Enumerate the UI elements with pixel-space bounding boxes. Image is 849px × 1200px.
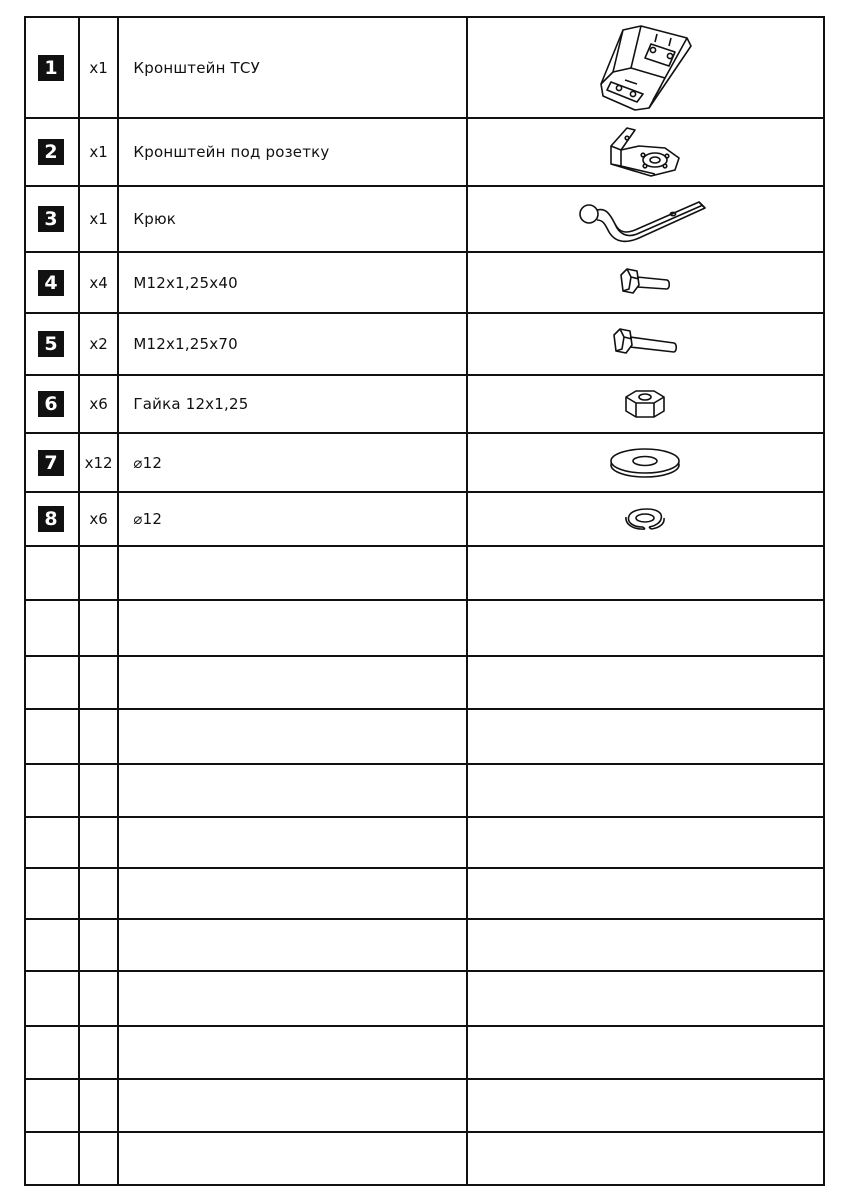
- part-name: Гайка 12x1,25: [133, 395, 249, 413]
- empty-name-cell: [118, 656, 466, 709]
- empty-name-cell: [118, 817, 466, 868]
- quantity-cell: [79, 492, 119, 546]
- quantity-cell: [79, 252, 119, 313]
- parts-list-sheet: [24, 16, 825, 1184]
- quantity-cell: [79, 433, 119, 492]
- empty-quantity-cell: [79, 1132, 119, 1185]
- flat-washer-icon: [607, 445, 683, 481]
- empty-number-cell: [25, 1132, 79, 1185]
- part-number-cell: [25, 433, 79, 492]
- part-row: [25, 118, 824, 186]
- empty-number-cell: [25, 1079, 79, 1132]
- hex-nut-icon: [622, 387, 668, 421]
- illustration-cell: [467, 252, 824, 313]
- empty-quantity-cell: [79, 868, 119, 919]
- long-bolt-icon: [610, 327, 680, 361]
- empty-row: [25, 1132, 824, 1185]
- empty-number-cell: [25, 1026, 79, 1079]
- quantity-cell: [79, 17, 119, 118]
- empty-illustration-cell: [467, 971, 824, 1026]
- illustration-cell: [467, 492, 824, 546]
- hook-icon: [575, 194, 715, 244]
- short-bolt-icon: [617, 267, 673, 299]
- empty-number-cell: [25, 919, 79, 971]
- empty-illustration-cell: [467, 1026, 824, 1079]
- empty-quantity-cell: [79, 656, 119, 709]
- empty-row: [25, 971, 824, 1026]
- empty-illustration-cell: [467, 817, 824, 868]
- empty-quantity-cell: [79, 817, 119, 868]
- part-name: ⌀12: [133, 510, 163, 528]
- part-number-badge: 2: [38, 139, 64, 165]
- socket-bracket-icon: [605, 124, 685, 180]
- empty-illustration-cell: [467, 1079, 824, 1132]
- part-quantity: x6: [89, 510, 108, 528]
- part-row: [25, 252, 824, 313]
- part-name: M12x1,25x40: [133, 273, 238, 292]
- illustration-cell: [467, 313, 824, 375]
- part-name: Крюк: [133, 210, 177, 228]
- empty-row: [25, 1079, 824, 1132]
- parts-table: [24, 16, 825, 1186]
- illustration-cell: [467, 375, 824, 433]
- part-name: Кронштейн под розетку: [133, 143, 330, 161]
- part-row: [25, 186, 824, 252]
- empty-illustration-cell: [467, 868, 824, 919]
- empty-quantity-cell: [79, 919, 119, 971]
- part-number-badge: 5: [38, 331, 64, 357]
- part-quantity: x2: [89, 335, 108, 353]
- bracket-assembly-icon: [595, 24, 695, 112]
- name-cell: [118, 252, 466, 313]
- part-row: [25, 17, 824, 118]
- empty-illustration-cell: [467, 764, 824, 817]
- empty-illustration-cell: [467, 600, 824, 656]
- part-number-cell: [25, 17, 79, 118]
- illustration-cell: [467, 118, 824, 186]
- part-number-cell: [25, 118, 79, 186]
- empty-row: [25, 709, 824, 764]
- name-cell: [118, 375, 466, 433]
- part-quantity: x1: [89, 143, 108, 161]
- part-quantity: x6: [89, 395, 108, 413]
- quantity-cell: [79, 375, 119, 433]
- part-number-badge: 4: [38, 270, 64, 296]
- name-cell: [118, 17, 466, 118]
- part-quantity: x1: [89, 58, 108, 77]
- empty-row: [25, 919, 824, 971]
- part-name: M12x1,25x70: [133, 335, 238, 353]
- empty-name-cell: [118, 764, 466, 817]
- part-row: [25, 433, 824, 492]
- part-number-cell: [25, 186, 79, 252]
- illustration-cell: [467, 17, 824, 118]
- empty-illustration-cell: [467, 546, 824, 600]
- illustration-cell: [467, 186, 824, 252]
- empty-illustration-cell: [467, 709, 824, 764]
- illustration-cell: [467, 433, 824, 492]
- empty-illustration-cell: [467, 656, 824, 709]
- empty-number-cell: [25, 971, 79, 1026]
- quantity-cell: [79, 118, 119, 186]
- empty-quantity-cell: [79, 1026, 119, 1079]
- empty-quantity-cell: [79, 709, 119, 764]
- empty-name-cell: [118, 546, 466, 600]
- name-cell: [118, 186, 466, 252]
- part-number-cell: [25, 252, 79, 313]
- name-cell: [118, 313, 466, 375]
- quantity-cell: [79, 313, 119, 375]
- empty-row: [25, 546, 824, 600]
- empty-row: [25, 817, 824, 868]
- empty-number-cell: [25, 546, 79, 600]
- empty-quantity-cell: [79, 546, 119, 600]
- empty-number-cell: [25, 764, 79, 817]
- empty-name-cell: [118, 1079, 466, 1132]
- empty-name-cell: [118, 868, 466, 919]
- empty-quantity-cell: [79, 600, 119, 656]
- part-number-cell: [25, 313, 79, 375]
- spring-washer-icon: [623, 505, 667, 533]
- part-number-cell: [25, 492, 79, 546]
- part-name: ⌀12: [133, 453, 163, 472]
- part-quantity: x1: [89, 210, 108, 228]
- empty-name-cell: [118, 1026, 466, 1079]
- empty-number-cell: [25, 600, 79, 656]
- name-cell: [118, 433, 466, 492]
- empty-number-cell: [25, 817, 79, 868]
- empty-name-cell: [118, 600, 466, 656]
- empty-name-cell: [118, 971, 466, 1026]
- empty-row: [25, 1026, 824, 1079]
- part-name: Кронштейн ТСУ: [133, 58, 260, 77]
- empty-number-cell: [25, 868, 79, 919]
- part-number-badge: 6: [38, 391, 64, 417]
- empty-row: [25, 600, 824, 656]
- empty-row: [25, 656, 824, 709]
- part-row: [25, 375, 824, 433]
- part-row: [25, 492, 824, 546]
- name-cell: [118, 492, 466, 546]
- empty-name-cell: [118, 919, 466, 971]
- empty-number-cell: [25, 656, 79, 709]
- part-number-badge: 3: [38, 206, 64, 232]
- part-number-badge: 7: [38, 450, 64, 476]
- part-number-cell: [25, 375, 79, 433]
- empty-row: [25, 764, 824, 817]
- part-number-badge: 8: [38, 506, 64, 532]
- empty-row: [25, 868, 824, 919]
- empty-illustration-cell: [467, 919, 824, 971]
- quantity-cell: [79, 186, 119, 252]
- empty-quantity-cell: [79, 1079, 119, 1132]
- empty-name-cell: [118, 709, 466, 764]
- part-number-badge: 1: [38, 55, 64, 81]
- empty-quantity-cell: [79, 764, 119, 817]
- empty-illustration-cell: [467, 1132, 824, 1185]
- empty-number-cell: [25, 709, 79, 764]
- part-quantity: x4: [89, 273, 108, 292]
- part-quantity: x12: [84, 453, 113, 472]
- part-row: [25, 313, 824, 375]
- empty-quantity-cell: [79, 971, 119, 1026]
- name-cell: [118, 118, 466, 186]
- empty-name-cell: [118, 1132, 466, 1185]
